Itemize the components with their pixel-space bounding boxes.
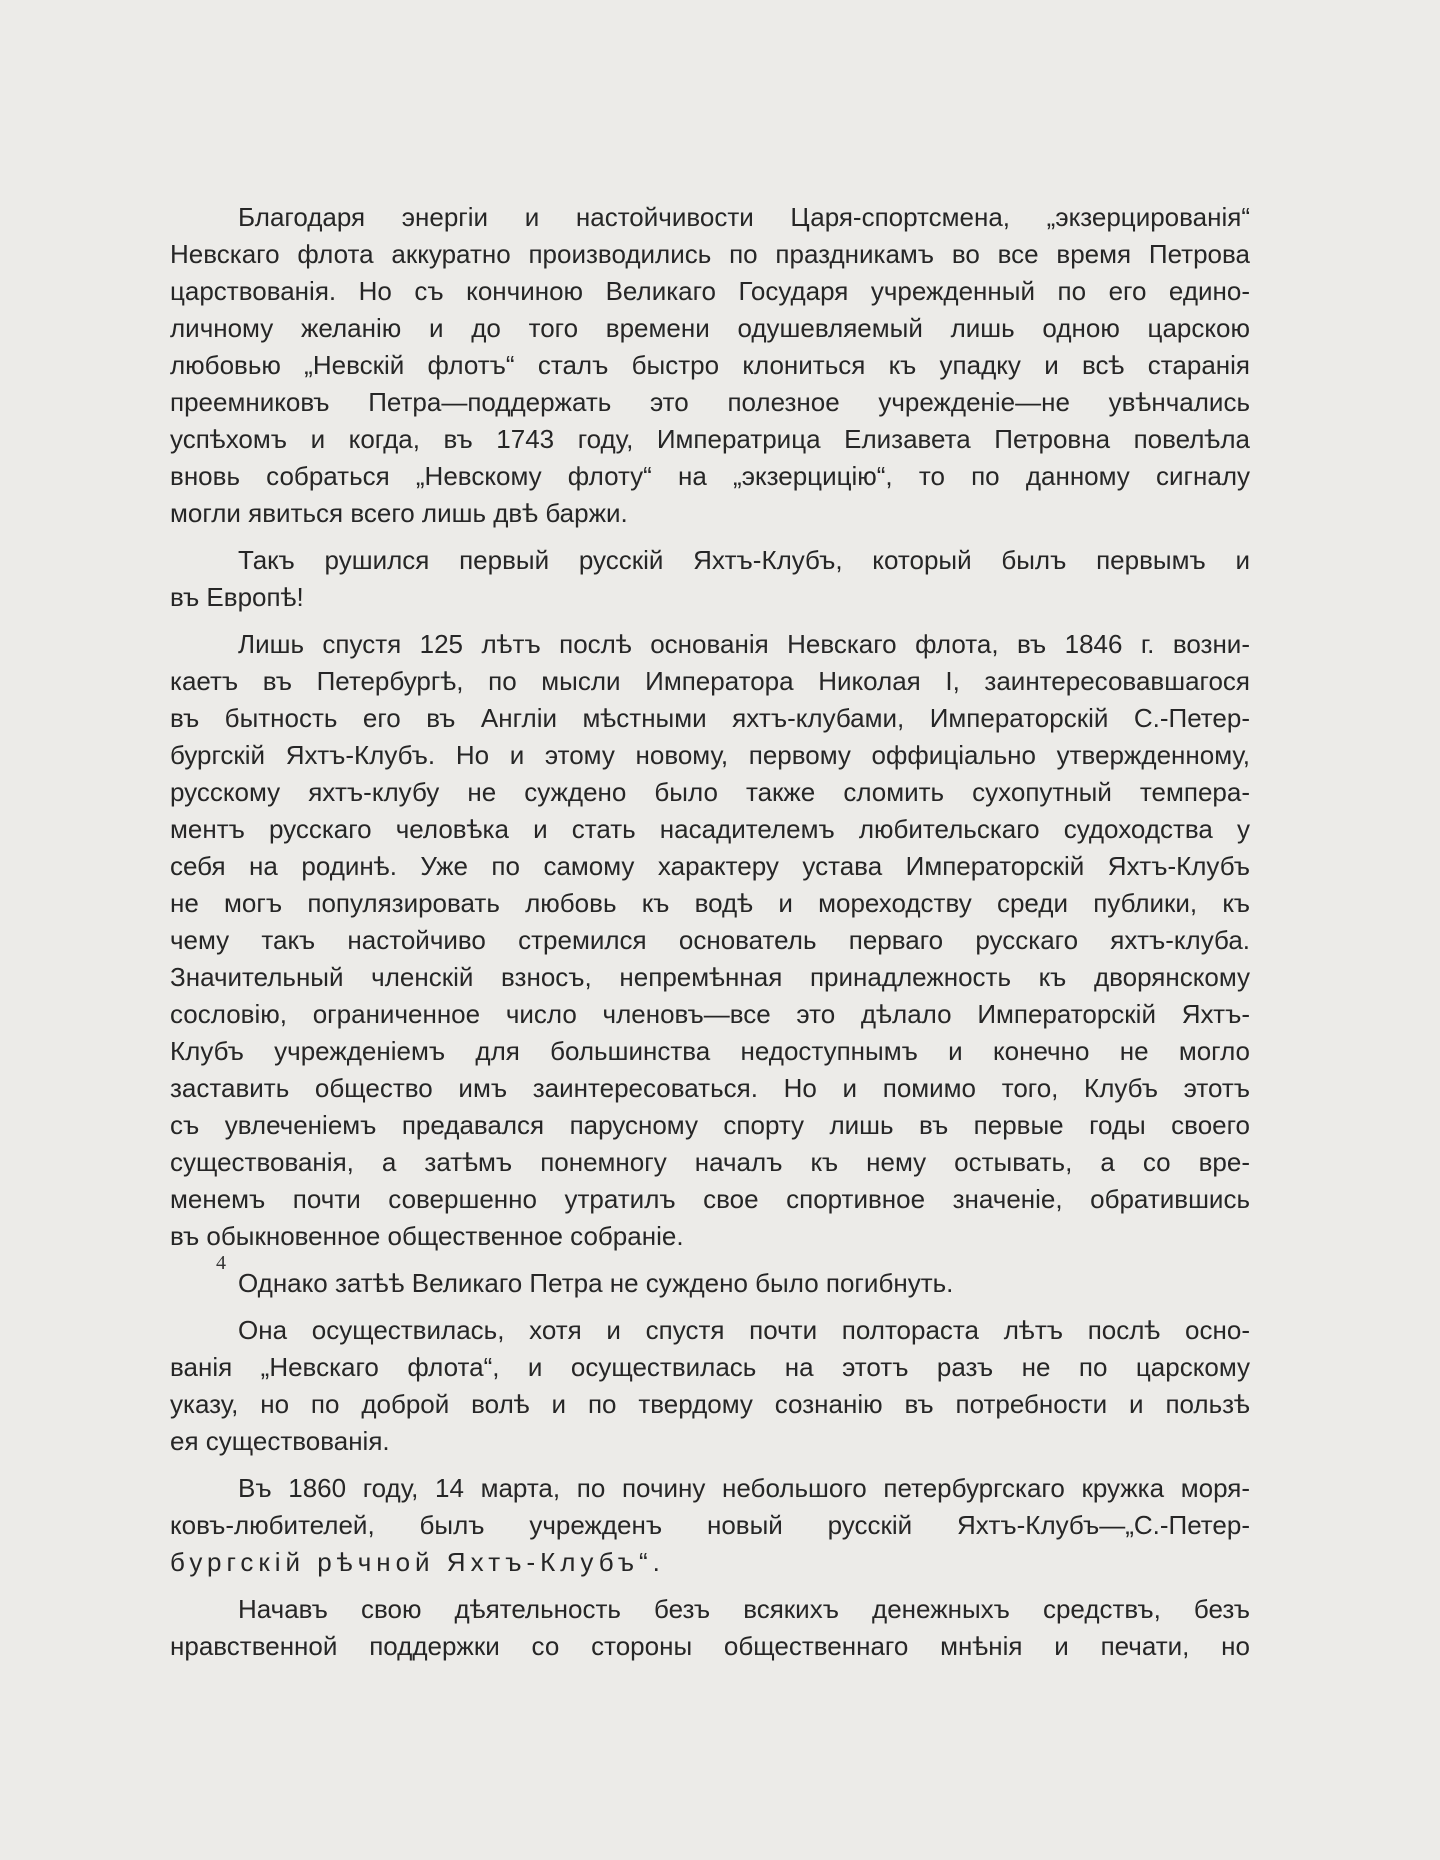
paragraph <box>170 1591 1250 1665</box>
text-line: существованія, а затѣмъ понемногу началъ къ нему остывать, а со вре- <box>170 1147 1250 1177</box>
text-line: русскому яхтъ-клубу не суждено было также сломить сухопутный темпера- <box>170 777 1250 807</box>
text-line: ванія „Невскаго флота“, и осуществилась на этотъ разъ не по царскому <box>170 1352 1250 1382</box>
text-line: чему такъ настойчиво стремился основатель перваго русскаго яхтъ-клуба. <box>170 925 1250 955</box>
text-line: бургскій рѣчной Яхтъ-Клубъ“. <box>170 1547 665 1577</box>
text-line: успѣхомъ и когда, въ 1743 году, Императрица Елизавета Петровна повелѣла <box>170 424 1250 454</box>
text-line: указу, но по доброй волѣ и по твердому сознанію въ потребности и пользѣ <box>170 1389 1250 1419</box>
text-line: ея существованія. <box>170 1426 390 1456</box>
text-line: Значительный членскій взносъ, непремѣнная принадлежность къ дворянскому <box>170 962 1250 992</box>
paragraph <box>170 626 1250 1255</box>
text-line: могли явиться всего лишь двѣ баржи. <box>170 498 628 528</box>
text-line: личному желанію и до того времени одушевляемый лишь одною царскою <box>170 313 1250 343</box>
text-line: ментъ русскаго человѣка и стать насадителемъ любительскаго судоходства у <box>170 814 1250 844</box>
text-line: Лишь спустя 125 лѣтъ послѣ основанія Невскаго флота, въ 1846 г. возни- <box>238 629 1250 659</box>
text-line: Начавъ свою дѣятельность безъ всякихъ денежныхъ средствъ, безъ <box>238 1594 1250 1624</box>
text-line: бургскій Яхтъ-Клубъ. Но и этому новому, первому оффиціально утвержденному, <box>170 740 1250 770</box>
text-line: въ обыкновенное общественное собраніе. <box>170 1221 684 1251</box>
text-line: сословію, ограниченное число членовъ—все это дѣлало Императорскій Яхтъ- <box>170 999 1250 1029</box>
text-line: менемъ почти совершенно утратилъ свое спортивное значеніе, обратившись <box>170 1184 1250 1214</box>
text-line: ковъ-любителей, былъ учрежденъ новый русскій Яхтъ-Клубъ—„С.-Петер- <box>170 1510 1250 1540</box>
text-line: не могъ популязировать любовь къ водѣ и мореходству среди публики, къ <box>170 888 1250 918</box>
text-line: царствованія. Но съ кончиною Великаго Государя учрежденный по его едино- <box>170 276 1250 306</box>
text-line: Благодаря энергіи и настойчивости Царя-спортсмена, „экзерцированія“ <box>238 202 1250 232</box>
text-line: нравственной поддержки со стороны общественнаго мнѣнія и печати, но <box>170 1631 1250 1661</box>
paragraph <box>170 542 1250 616</box>
text-line: заставить общество имъ заинтересоваться. Но и помимо того, Клубъ этотъ <box>170 1073 1250 1103</box>
text-line: Однако затѣѣ Великаго Петра не суждено было погибнуть. <box>238 1268 954 1298</box>
text-line: Въ 1860 году, 14 марта, по почину небольшого петербургскаго кружка моря- <box>238 1473 1250 1503</box>
paragraph <box>170 1265 1250 1302</box>
text-line: преемниковъ Петра—поддержать это полезное учрежденіе—не увѣнчались <box>170 387 1250 417</box>
paragraph <box>170 1312 1250 1460</box>
text-line: въ Европѣ! <box>170 582 304 612</box>
text-line: Такъ рушился первый русскій Яхтъ-Клубъ, который былъ первымъ и <box>238 545 1250 575</box>
text-line: Она осуществилась, хотя и спустя почти полтораста лѣтъ послѣ осно- <box>238 1315 1250 1345</box>
page-number: 4 <box>216 1252 226 1274</box>
text-line: Невскаго флота аккуратно производились по праздникамъ во все время Петрова <box>170 239 1250 269</box>
text-line: въ бытность его въ Англіи мѣстными яхтъ-клубами, Императорскій С.-Петер- <box>170 703 1250 733</box>
text-line: любовью „Невскій флотъ“ сталъ быстро клониться къ упадку и всѣ старанія <box>170 350 1250 380</box>
paragraph <box>170 1470 1250 1581</box>
text-line: съ увлеченіемъ предавался парусному спорту лишь въ первые годы своего <box>170 1110 1250 1140</box>
text-line: себя на родинѣ. Уже по самому характеру устава Императорскій Яхтъ-Клубъ <box>170 851 1250 881</box>
text-line: вновь собраться „Невскому флоту“ на „экзерцицію“, то по данному сигналу <box>170 461 1250 491</box>
text-line: каетъ въ Петербургѣ, по мысли Императора Николая I, заинтересовавшагося <box>170 666 1250 696</box>
page-body-text <box>170 199 1250 1675</box>
text-line: Клубъ учрежденіемъ для большинства недоступнымъ и конечно не могло <box>170 1036 1250 1066</box>
paragraph <box>170 199 1250 532</box>
